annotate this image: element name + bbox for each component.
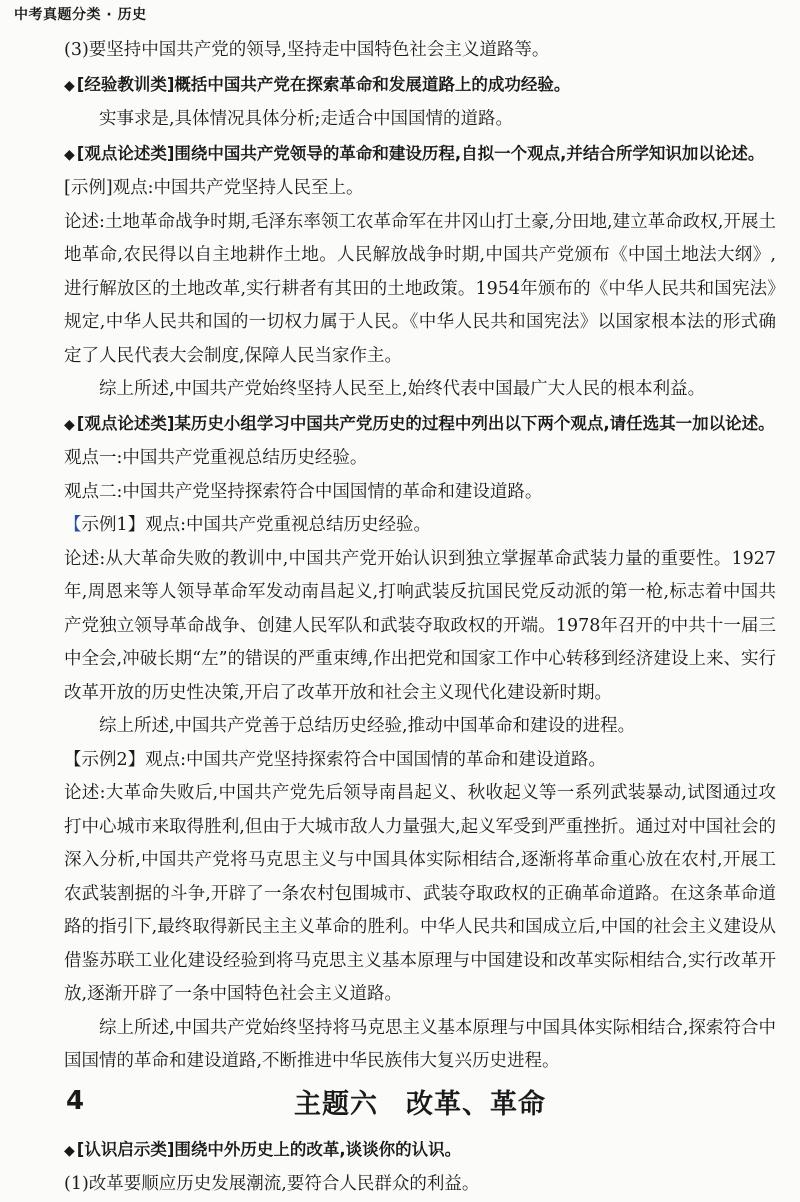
blue-bracket: 【 bbox=[64, 515, 82, 535]
answer-paragraph: (1)改革要顺应历史发展潮流,要符合人民群众的利益。 bbox=[64, 1174, 480, 1194]
example-label: 【示例1】观点:中国共产党重视总结历史经验。 bbox=[64, 515, 432, 535]
summary-paragraph: 综上所述,中国共产党始终坚持人民至上,始终代表中国最广大人民的根本利益。 bbox=[99, 379, 706, 399]
discussion-paragraph: 论述:土地革命战争时期,毛泽东率领工农革命军在井冈山打土豪,分田地,建立革命政权,开展土地革命,农民得以自主地耕作土地。人民解放战争时期,中国共产党颁布《中国土地法大纲》,进行解放区的土地改革,实行耕者有其田的土地政策。1954年颁布的《中华人民共和国宪法》规定,中华人民共和国的一切权力属于人民。《中华人民共和国宪法》以国家根本法的形式确定了人民代表大会制度,保障人民当家作主。 bbox=[64, 211, 776, 366]
discussion-paragraph: 论述:从大革命失败的教训中,中国共产党开始认识到独立掌握革命武装力量的重要性。1927年,周恩来等人领导革命军发动南昌起义,打响武装反抗国民党反动派的第一枪,标志着中国共产党独立领导革命战争、创建人民军队和武装夺取政权的开端。1978年召开的中共十一届三中全会,冲破长期“左”的错误的严重束缚,作出把党和国家工作中心转移到经济建设上来、实行改革开放的历史性决策,开启了改革开放和社会主义现代化建设新时期。 bbox=[64, 548, 776, 703]
answer-paragraph: 实事求是,具体情况具体分析;走适合中国国情的道路。 bbox=[99, 109, 513, 129]
question-heading: ◆ [观点论述类]某历史小组学习中国共产党历史的过程中列出以下两个观点,请任选其一加以论述。 bbox=[64, 413, 775, 433]
diamond-bullet-icon: ◆ bbox=[64, 146, 75, 163]
diamond-bullet-icon: ◆ bbox=[64, 77, 75, 94]
summary-paragraph: 综上所述,中国共产党始终坚持将马克思主义基本原理与中国具体实际相结合,探索符合中国国情的革命和建设道路,不断推进中华民族伟大复兴历史进程。 bbox=[64, 1017, 776, 1071]
page-content bbox=[64, 34, 776, 1202]
example-label: [示例]观点:中国共产党坚持人民至上。 bbox=[64, 178, 364, 198]
diamond-bullet-icon: ◆ bbox=[64, 416, 75, 433]
diamond-bullet-icon: ◆ bbox=[64, 1142, 75, 1159]
viewpoint-one: 观点一:中国共产党重视总结历史经验。 bbox=[64, 448, 368, 468]
summary-paragraph: 综上所述,中国共产党善于总结历史经验,推动中国革命和建设的进程。 bbox=[99, 716, 636, 736]
discussion-paragraph: 论述:大革命失败后,中国共产党先后领导南昌起义、秋收起义等一系列武装暴动,试图通过攻打中心城市来取得胜利,但由于大城市敌人力量强大,起义军受到严重挫折。通过对中国社会的深入分析,中国共产党将马克思主义与中国具体实际相结合,逐渐将革命重心放在农村,开展工农武装割据的斗争,开辟了一条农村包围城市、武装夺取政权的正确革命道路。在这条革命道路的指引下,最终取得新民主主义革命的胜利。中华人民共和国成立后,中国的社会主义建设从借鉴苏联工业化建设经验到将马克思主义基本原理与中国建设和改革实际相结合,实行改革开放,逐渐开辟了一条中国特色社会主义道路。 bbox=[64, 783, 776, 1004]
question-heading: ◆ [认识启示类]围绕中外历史上的改革,谈谈你的认识。 bbox=[64, 1139, 462, 1159]
question-heading: ◆ [观点论述类]围绕中国共产党领导的革命和建设历程,自拟一个观点,并结合所学知识加以论述。 bbox=[64, 143, 765, 163]
page-number: 4 bbox=[66, 1086, 85, 1116]
viewpoint-two: 观点二:中国共产党坚持探索符合中国国情的革命和建设道路。 bbox=[64, 481, 543, 502]
running-header: 中考真题分类 · 历史 bbox=[14, 7, 147, 23]
paragraph: (3)要坚持中国共产党的领导,坚持走中国特色社会主义道路等。 bbox=[64, 40, 550, 60]
section-title: 主题六 改革、革命 bbox=[294, 1088, 546, 1120]
example-label: 【示例2】观点:中国共产党坚持探索符合中国国情的革命和建设道路。 bbox=[64, 749, 607, 770]
question-heading: ◆ [经验教训类]概括中国共产党在探索革命和发展道路上的成功经验。 bbox=[64, 74, 571, 94]
